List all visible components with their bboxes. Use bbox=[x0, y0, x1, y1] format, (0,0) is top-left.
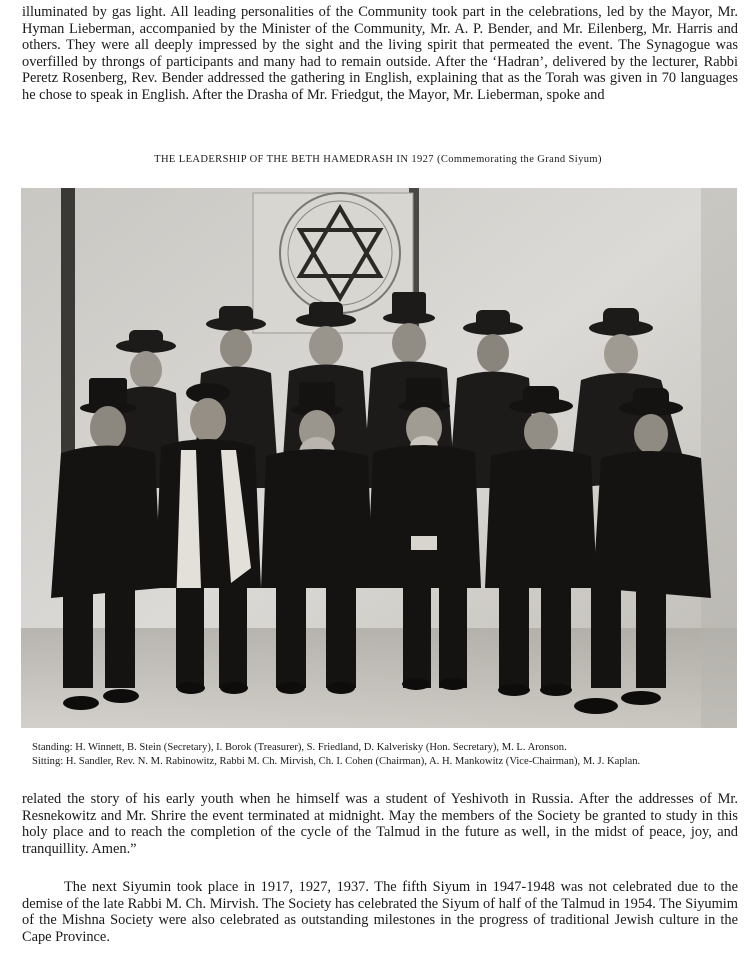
body-paragraph-final: The next Siyumin took place in 1917, 1927, 1937. The fifth Siyum in 1947-1948 was not celebrated due to the demise of the late Rabbi M. Ch. Mirvish. The Society has celebrated the Siyum of half of the Talmud in 1954. The Siyumim of the Mishna Society were also celebrated as outstanding milestones in the progress of traditional Jewish culture in the Cape Province. bbox=[22, 879, 738, 945]
caption-standing: Standing: H. Winnett, B. Stein (Secretary), I. Borok (Treasurer), S. Friedland, D. Kalverisky (Hon. Secretary), M. L. Aronson. bbox=[32, 742, 567, 753]
group-photograph bbox=[21, 188, 737, 728]
photo-caption-title: THE LEADERSHIP OF THE BETH HAMEDRASH IN 1927 (Commemorating the Grand Siyum) bbox=[154, 154, 602, 165]
body-paragraph-bottom: related the story of his early youth when he himself was a student of Yeshivoth in Russia. After the addresses of Mr. Resnekowitz and Mr. Shrire the event terminated at midnight. May the members of the Society be granted to study in this holy place and to reach the completion of the cycle of the Talmud in the future as well, in the midst of peace, joy, and tranquillity. Amen.” bbox=[22, 791, 738, 857]
caption-sitting: Sitting: H. Sandler, Rev. N. M. Rabinowitz, Rabbi M. Ch. Mirvish, Ch. I. Cohen (Chairman), A. H. Mankowitz (Vice-Chairman), M. J. Kaplan. bbox=[32, 755, 641, 767]
body-paragraph-top: illuminated by gas light. All leading personalities of the Community took part in the celebrations, led by the Mayor, Mr. Hyman Lieberman, accompanied by the Minister of the Community, Mr. A. P. Bender, and Mr. Eilenberg, Mr. Harris and others. They were all deeply impressed by the sight and the living spirit that permeated the event. The Synagogue was overfilled by throngs of participants and many had to remain outside. After the ‘Hadran’, delivered by the lecturer, Rabbi Peretz Rosenberg, Rev. Bender addressed the gathering in English, explaining that as the Torah was given in 70 languages he chose to speak in English. After the Drasha of Mr. Friedgut, the Mayor, Mr. Lieberman, spoke and bbox=[22, 4, 738, 103]
photo-caption-names bbox=[32, 741, 738, 768]
group-photo-illustration bbox=[21, 188, 737, 728]
